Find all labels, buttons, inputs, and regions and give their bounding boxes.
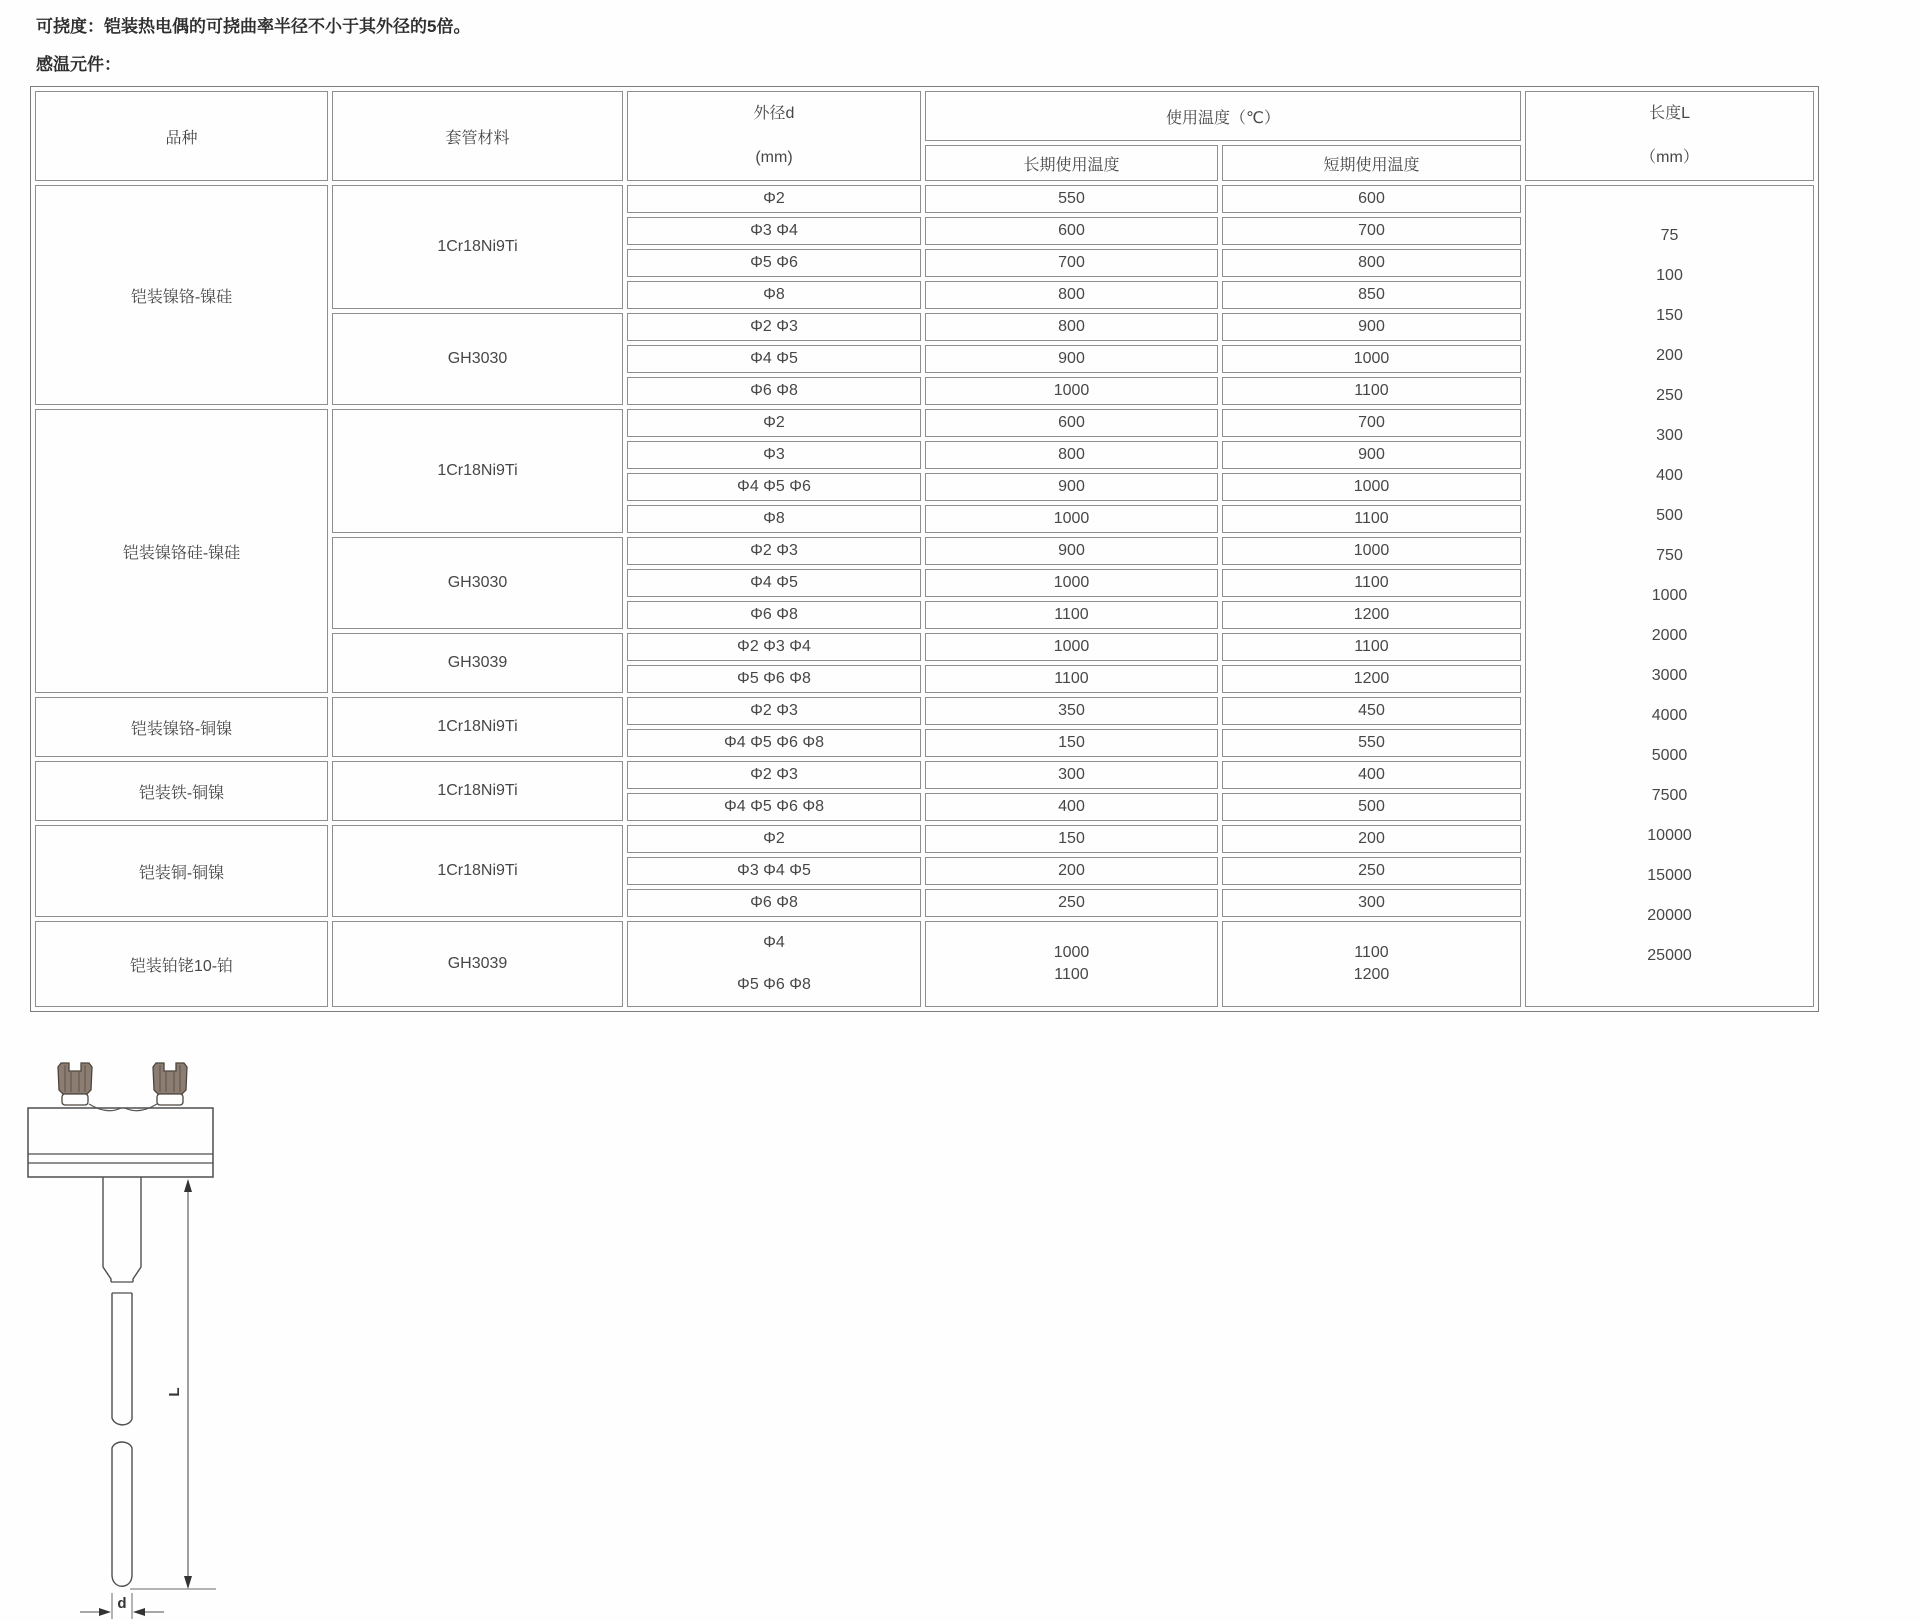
diameter-line1: Φ4 (763, 934, 785, 951)
header-length (1525, 91, 1814, 181)
cell-long-temp: 600 (925, 409, 1218, 437)
cell-short-temp: 1100 (1222, 505, 1521, 533)
cell-long-temp: 250 (925, 889, 1218, 917)
length-value: 3000 (1651, 667, 1688, 684)
header-length-line1: 长度L (1649, 105, 1690, 122)
cell-short-temp: 200 (1222, 825, 1521, 853)
cell-short-temp: 400 (1222, 761, 1521, 789)
thermocouple-diagram (18, 1060, 248, 1621)
cell-short-temp: 1000 (1222, 345, 1521, 373)
length-value: 2000 (1651, 627, 1688, 644)
cell-diameter: Φ2 Φ3 (627, 761, 921, 789)
cell-short-temp: 300 (1222, 889, 1521, 917)
cell-short-temp: 250 (1222, 857, 1521, 885)
cell-short-temp: 450 (1222, 697, 1521, 725)
length-value: 1000 (1651, 587, 1688, 604)
cell-short-temp: 600 (1222, 185, 1521, 213)
cell-diameter: Φ6 Φ8 (627, 601, 921, 629)
cell-variety: 铠装镍铬-铜镍 (35, 697, 328, 757)
cell-long-temp: 350 (925, 697, 1218, 725)
cell-diameter: Φ4 Φ5 (627, 345, 921, 373)
cell-diameter (627, 921, 921, 1007)
length-value: 250 (1656, 387, 1683, 404)
cell-short-temp: 550 (1222, 729, 1521, 757)
length-value: 20000 (1647, 907, 1692, 924)
length-value: 400 (1656, 467, 1683, 484)
section-label: 感温元件： (36, 55, 121, 74)
cell-material: GH3030 (332, 537, 623, 629)
cell-short-temp: 900 (1222, 313, 1521, 341)
length-value: 100 (1656, 267, 1683, 284)
cell-long-temp: 1000 (925, 633, 1218, 661)
length-value: 5000 (1651, 747, 1688, 764)
cell-diameter: Φ6 Φ8 (627, 889, 921, 917)
cell-diameter: Φ4 Φ5 Φ6 (627, 473, 921, 501)
cell-material: 1Cr18Ni9Ti (332, 185, 623, 309)
length-value: 15000 (1647, 867, 1692, 884)
length-value: 25000 (1647, 947, 1692, 964)
cell-diameter: Φ2 Φ3 (627, 697, 921, 725)
cell-diameter: Φ3 Φ4 Φ5 (627, 857, 921, 885)
cell-long-temp: 1000 (925, 505, 1218, 533)
cell-material: 1Cr18Ni9Ti (332, 825, 623, 917)
cell-diameter: Φ2 Φ3 (627, 313, 921, 341)
cell-long-temp: 400 (925, 793, 1218, 821)
cell-diameter: Φ2 (627, 409, 921, 437)
cell-diameter: Φ2 (627, 185, 921, 213)
cell-long-temp: 300 (925, 761, 1218, 789)
length-value: 7500 (1651, 787, 1688, 804)
cell-diameter: Φ6 Φ8 (627, 377, 921, 405)
cell-variety: 铠装铜-铜镍 (35, 825, 328, 917)
header-outer-diameter-line1: 外径d (753, 105, 795, 122)
sheath-tube (103, 1177, 111, 1282)
cell-long-temp: 200 (925, 857, 1218, 885)
cell-diameter: Φ5 Φ6 Φ8 (627, 665, 921, 693)
cell-long-temp: 1100 (925, 601, 1218, 629)
length-value: 150 (1656, 307, 1683, 324)
length-value: 500 (1656, 507, 1683, 524)
header-outer-diameter-line2: (mm) (755, 149, 793, 166)
long-temp-line2: 1100 (1054, 966, 1089, 983)
cell-long-temp: 800 (925, 281, 1218, 309)
cell-long-temp: 700 (925, 249, 1218, 277)
cell-material: GH3030 (332, 313, 623, 405)
cell-long-temp: 150 (925, 729, 1218, 757)
cell-lengths (1525, 185, 1814, 1007)
header-outer-diameter (627, 91, 921, 181)
length-value: 75 (1660, 227, 1679, 244)
cell-long-temp: 900 (925, 473, 1218, 501)
cell-long-temp: 900 (925, 537, 1218, 565)
cell-short-temp: 1000 (1222, 537, 1521, 565)
length-value: 200 (1656, 347, 1683, 364)
cell-variety: 铠装铁-铜镍 (35, 761, 328, 821)
cell-short-temp: 1100 (1222, 569, 1521, 597)
probe-upper-segment (112, 1293, 132, 1425)
header-usage-temp: 使用温度（℃） (925, 91, 1521, 141)
cell-long-temp: 1000 (925, 569, 1218, 597)
cell-diameter: Φ3 (627, 441, 921, 469)
cell-diameter: Φ4 Φ5 Φ6 Φ8 (627, 793, 921, 821)
cell-material: 1Cr18Ni9Ti (332, 409, 623, 533)
cell-short-temp: 900 (1222, 441, 1521, 469)
cell-short-temp: 700 (1222, 409, 1521, 437)
cell-variety: 铠装镍铬硅-镍硅 (35, 409, 328, 693)
length-dimension-label: L (166, 1387, 183, 1397)
long-temp-line1: 1000 (1053, 944, 1090, 961)
cell-long-temp: 800 (925, 313, 1218, 341)
cell-long-temp (925, 921, 1218, 1007)
cell-diameter: Φ2 Φ3 Φ4 (627, 633, 921, 661)
cell-material: 1Cr18Ni9Ti (332, 697, 623, 757)
cell-short-temp: 1100 (1222, 377, 1521, 405)
length-value: 4000 (1651, 707, 1688, 724)
cell-variety: 铠装铂铑10-铂 (35, 921, 328, 1007)
cell-long-temp: 800 (925, 441, 1218, 469)
cell-diameter: Φ8 (627, 505, 921, 533)
cell-material: 1Cr18Ni9Ti (332, 761, 623, 821)
header-material: 套管材料 (332, 91, 623, 181)
cell-short-temp: 700 (1222, 217, 1521, 245)
cell-short-temp: 850 (1222, 281, 1521, 309)
flexibility-note: 可挠度：铠装热电偶的可挠曲率半径不小于其外径的5倍。 (36, 17, 471, 36)
header-short-term-temp: 短期使用温度 (1222, 145, 1521, 181)
cell-short-temp: 1100 (1222, 633, 1521, 661)
length-value: 750 (1656, 547, 1683, 564)
header-variety: 品种 (35, 91, 328, 181)
cell-long-temp: 600 (925, 217, 1218, 245)
cell-short-temp: 1200 (1222, 665, 1521, 693)
cell-short-temp (1222, 921, 1521, 1007)
spec-table (30, 86, 1819, 1012)
cell-long-temp: 150 (925, 825, 1218, 853)
length-value: 10000 (1647, 827, 1692, 844)
cell-long-temp: 1100 (925, 665, 1218, 693)
table-row (35, 185, 1814, 213)
cell-diameter: Φ4 Φ5 Φ6 Φ8 (627, 729, 921, 757)
cell-diameter: Φ8 (627, 281, 921, 309)
diameter-line2: Φ5 Φ6 Φ8 (737, 976, 811, 993)
probe-lower-segment (112, 1442, 132, 1586)
cell-diameter: Φ3 Φ4 (627, 217, 921, 245)
cell-diameter: Φ2 Φ3 (627, 537, 921, 565)
cell-short-temp: 800 (1222, 249, 1521, 277)
short-temp-line1: 1100 (1354, 944, 1389, 961)
cell-short-temp: 1200 (1222, 601, 1521, 629)
cell-long-temp: 550 (925, 185, 1218, 213)
short-temp-line2: 1200 (1353, 966, 1390, 983)
cell-diameter: Φ5 Φ6 (627, 249, 921, 277)
length-value: 300 (1656, 427, 1683, 444)
cell-material: GH3039 (332, 921, 623, 1007)
cell-long-temp: 1000 (925, 377, 1218, 405)
header-length-line2: （mm） (1640, 149, 1699, 166)
cell-short-temp: 1000 (1222, 473, 1521, 501)
cell-material: GH3039 (332, 633, 623, 693)
cell-diameter: Φ4 Φ5 (627, 569, 921, 597)
cell-long-temp: 900 (925, 345, 1218, 373)
cell-variety: 铠装镍铬-镍硅 (35, 185, 328, 405)
diameter-dimension-label: d (117, 1595, 127, 1612)
terminal-block (28, 1108, 213, 1177)
cell-diameter: Φ2 (627, 825, 921, 853)
cell-short-temp: 500 (1222, 793, 1521, 821)
header-long-term-temp: 长期使用温度 (925, 145, 1218, 181)
